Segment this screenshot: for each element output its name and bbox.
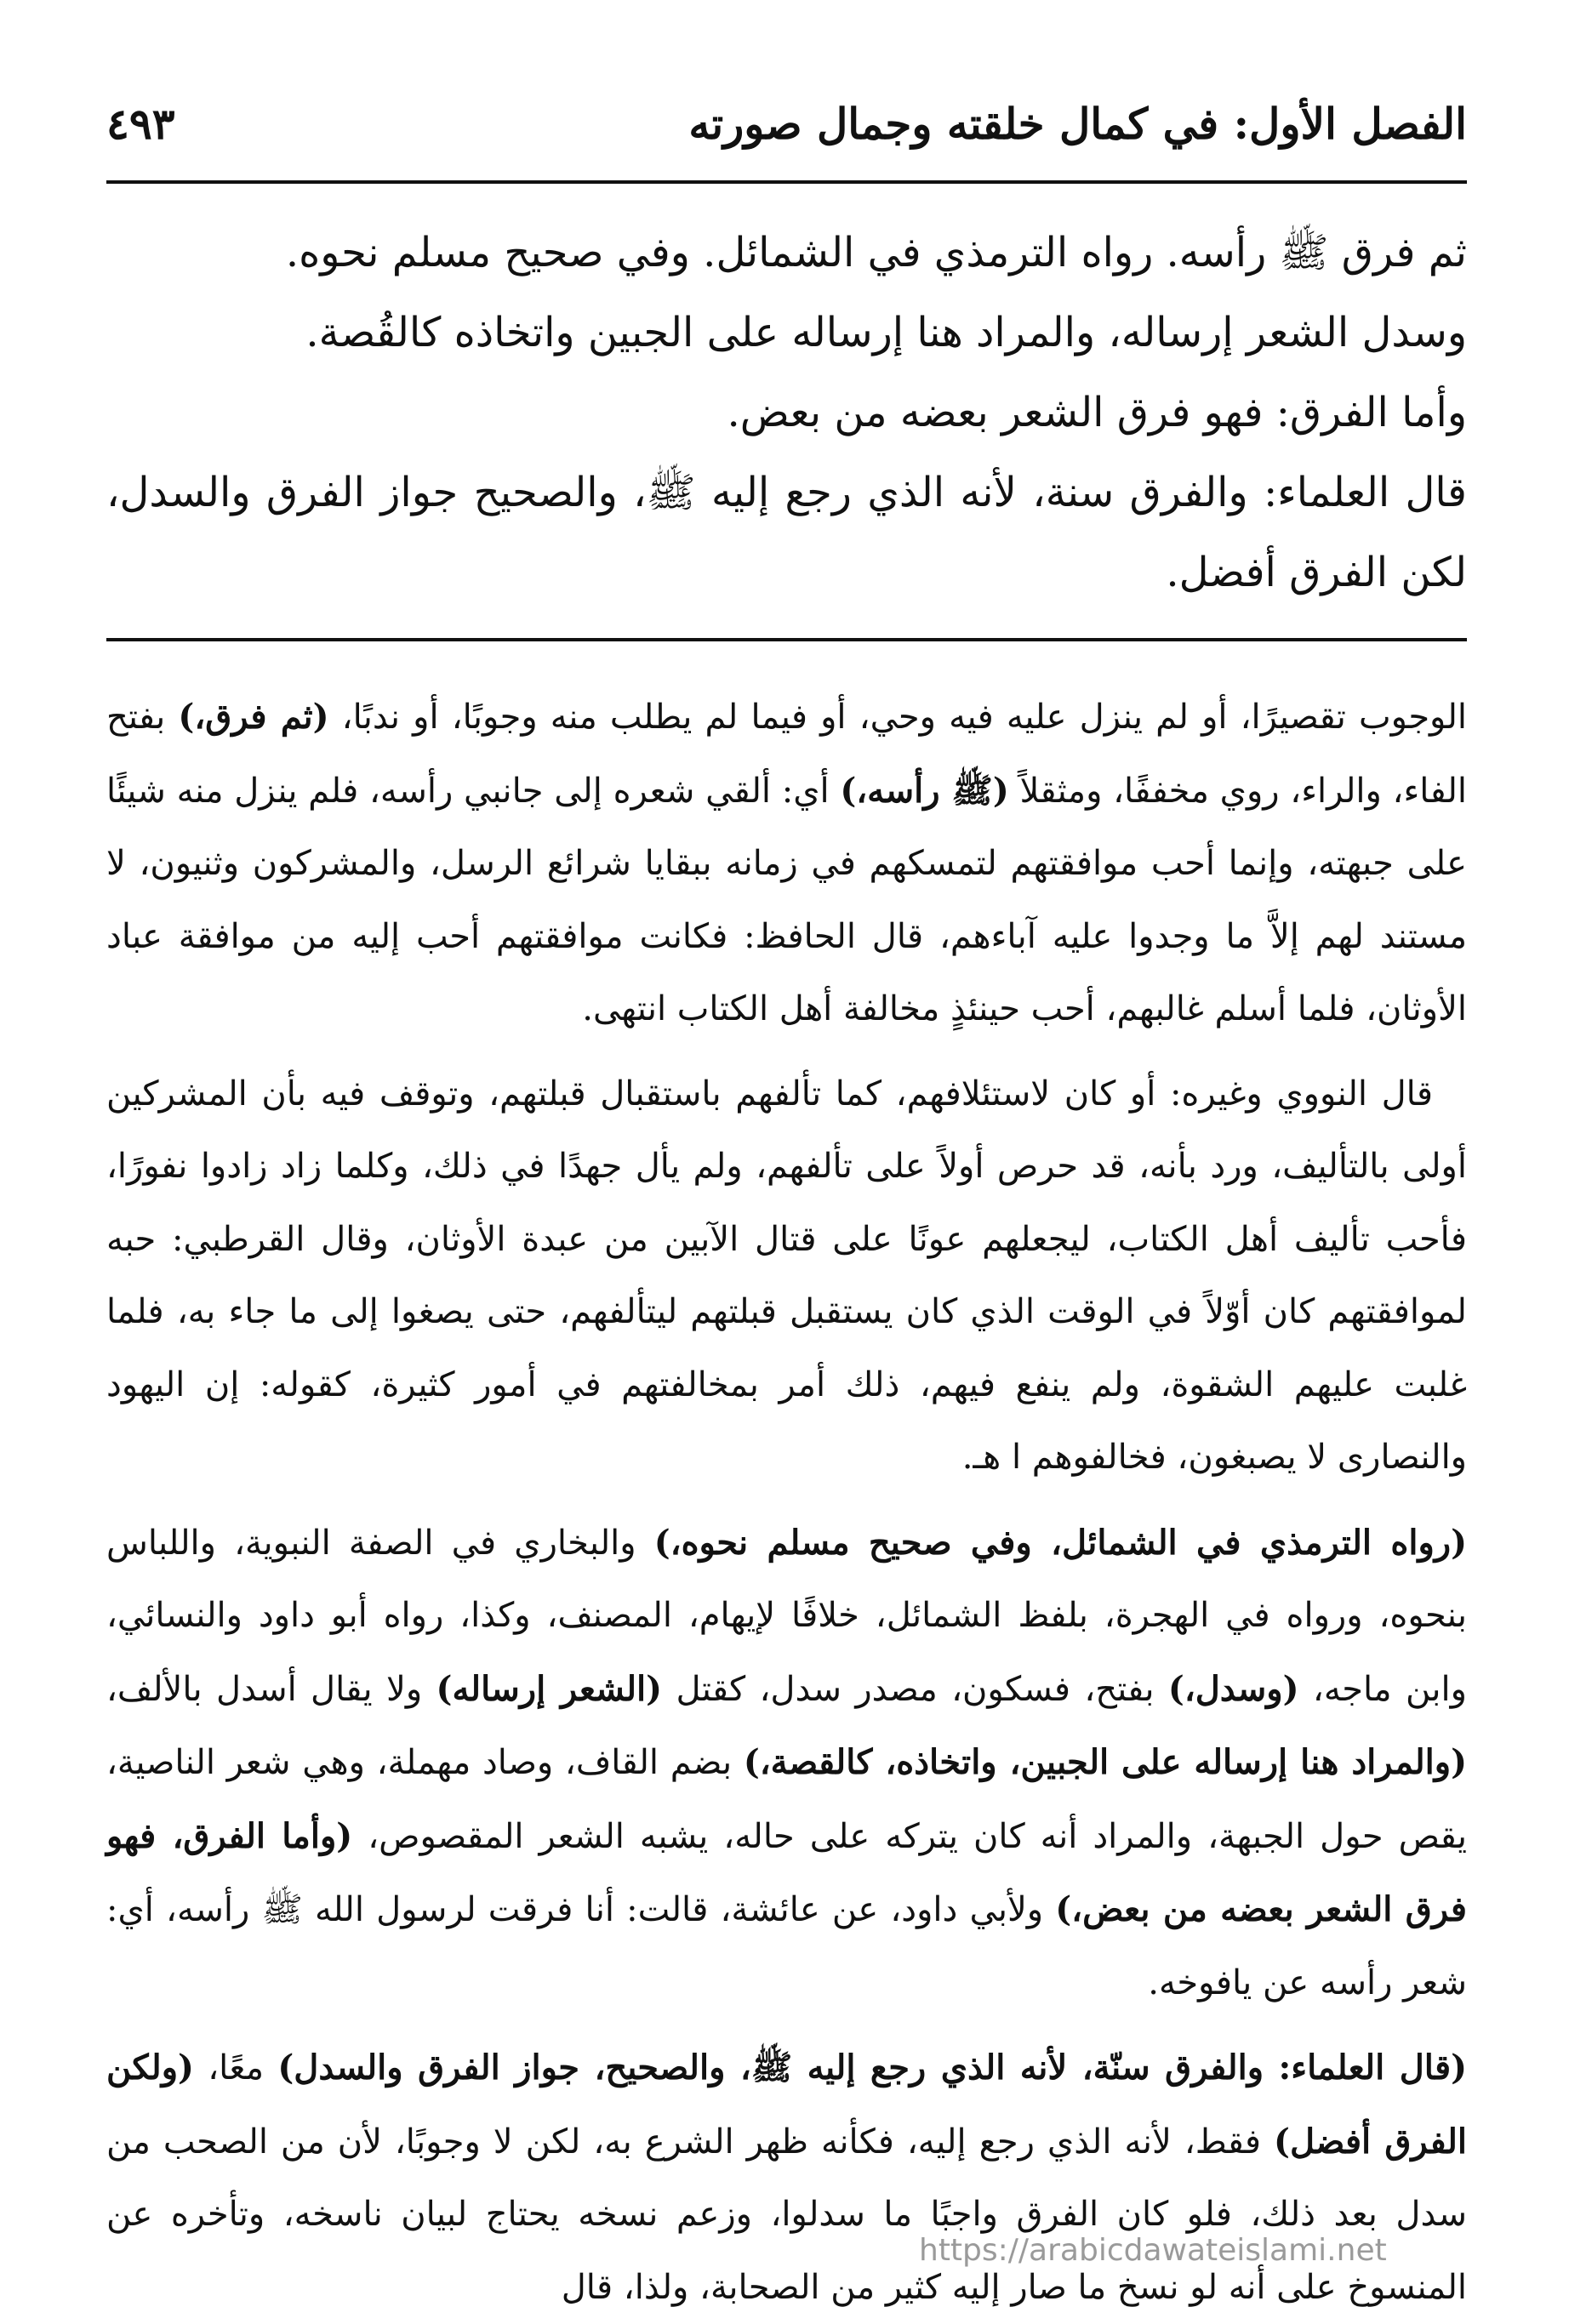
commentary-paragraph-3	[106, 1507, 1467, 2020]
quoted-text: (قال العلماء: والفرق سنّة، لأنه الذي رجع إليه ﷺ، والصحيح، جواز الفرق والسدل)	[277, 2048, 1468, 2088]
text-run: ولا يقال أسدل بالألف،	[106, 1669, 436, 1709]
main-text-line-1: ثم فرق ﷺ رأسه. رواه الترمذي في الشمائل. وفي صحيح مسلم نحوه.	[285, 229, 1467, 276]
website-watermark: https://arabicdawateislami.net	[919, 2233, 1387, 2268]
text-run: بفتح، فسكون، مصدر سدل، كقتل	[662, 1669, 1168, 1709]
text-run: بفتح الفاء، والراء، روي مخففًا، ومثقلاً	[106, 698, 1467, 811]
text-run: أي: ألقي شعره إلى جانبي رأسه، فلم ينزل منه شيئًا على جبهته، وإنما أحب موافقتهم لتمسكهم في زمانه ببقايا شرائع الرسل، والمشركون وثنيون، لا مستند لهم إلاَّ ما وجدوا عليه آباءهم، قال الحافظ: فكانت موافقتهم أحب إليه من موافقة عباد الأوثان، فلما أسلم غالبهم، أحب حينئذٍ مخالفة أهل الكتاب انتهى.	[106, 771, 1467, 1028]
page-number: ٤٩٣	[106, 98, 175, 149]
text-run: الوجوب تقصيرًا، أو لم ينزل عليه فيه وحي، أو فيما لم يطلب منه وجوبًا، أو ندبًا،	[328, 698, 1468, 737]
text-run: والبخاري في الصفة النبوية، واللباس بنحوه، ورواه في الهجرة، بلفظ الشمائل، خلافًا لإيهام، المصنف، وكذا، رواه أبو داود والنسائي، وابن ماجه،	[106, 1523, 1467, 1709]
quoted-text: (وسدل،)	[1167, 1668, 1299, 1709]
main-text-line-4: قال العلماء: والفرق سنة، لأنه الذي رجع إليه ﷺ، والصحيح جواز الفرق والسدل، لكن الفرق أفضل.	[106, 469, 1467, 596]
quoted-text: (وأما الفرق، فهو فرق الشعر بعضه من بعض،)	[106, 1815, 1467, 1929]
quoted-text: (ولكن الفرق أفضل)	[106, 2048, 1467, 2162]
page-header	[106, 81, 1467, 166]
quoted-text: (ﷺ رأسه،)	[840, 770, 1009, 811]
quoted-text: (الشعر إرساله)	[436, 1668, 663, 1709]
commentary-paragraph-2: قال النووي وغيره: أو كان لاستئلافهم، كما تألفهم باستقبال قبلتهم، وتوقف فيه بأن المشركين أولى بالتأليف، ورد بأنه، قد حرص أولاً على تألفهم، ولم يأل جهدًا في ذلك، وكلما زاد زادوا نفورًا، فأحب تأليف أهل الكتاب، ليجعلهم عونًا على قتال الآبين من عبدة الأوثان، وقال القرطبي: حبه لموافقتهم كان أوّلاً في الوقت الذي كان يستقبل قبلتهم ليتألفهم، حتى يصغوا إلى ما جاء به، فلما غلبت عليهم الشقوة، ولم ينفع فيهم، ذلك أمر بمخالفتهم في أمور كثيرة، كقوله: إن اليهود والنصارى لا يصبغون، فخالفوهم ا هـ.	[106, 1074, 1467, 1477]
quoted-text: (ثم فرق،)	[178, 697, 329, 737]
header-rule	[106, 180, 1467, 184]
main-text-line-2: وسدل الشعر إرساله، والمراد هنا إرساله على الجبين واتخاذه كالقُصة.	[305, 309, 1467, 356]
separator-rule	[106, 638, 1467, 641]
text-run: ولأبي داود، عن عائشة، قالت: أنا فرقت لرسول الله ﷺ رأسه، أي: شعر رأسه عن يافوخه.	[106, 1890, 1467, 2002]
text-run: بضم القاف، وصاد مهملة، وهي شعر الناصية، يقص حول الجبهة، والمراد أنه كان يتركه على حاله، يشبه الشعر المقصوص،	[106, 1743, 1467, 1856]
quoted-text: (رواه الترمذي في الشمائل، وفي صحيح مسلم نحوه،)	[653, 1522, 1468, 1563]
chapter-title: الفصل الأول: في كمال خلقته وجمال صورته	[688, 98, 1467, 149]
main-text	[106, 213, 1467, 621]
text-run: فقط، لأنه الذي رجع إليه، فكأنه ظهر الشرع به، لكن لا وجوبًا، لأن من الصحب من سدل بعد ذلك، فلو كان الفرق واجبًا ما سدلوا، وزعم نسخه يحتاج لبيان ناسخه، وتأخره عن المنسوخ على أنه لو نسخ ما صار إليه كثير من الصحابة، ولذا، قال	[106, 2122, 1468, 2307]
quoted-text: (والمراد هنا إرساله على الجبين، واتخاذه، كالقصة،)	[743, 1742, 1467, 1782]
commentary-paragraph-1	[106, 681, 1467, 1046]
main-text-line-3: وأما الفرق: فهو فرق الشعر بعضه من بعض.	[727, 389, 1467, 436]
text-run: معًا،	[193, 2048, 278, 2088]
commentary-paragraph-4	[106, 2031, 1467, 2324]
